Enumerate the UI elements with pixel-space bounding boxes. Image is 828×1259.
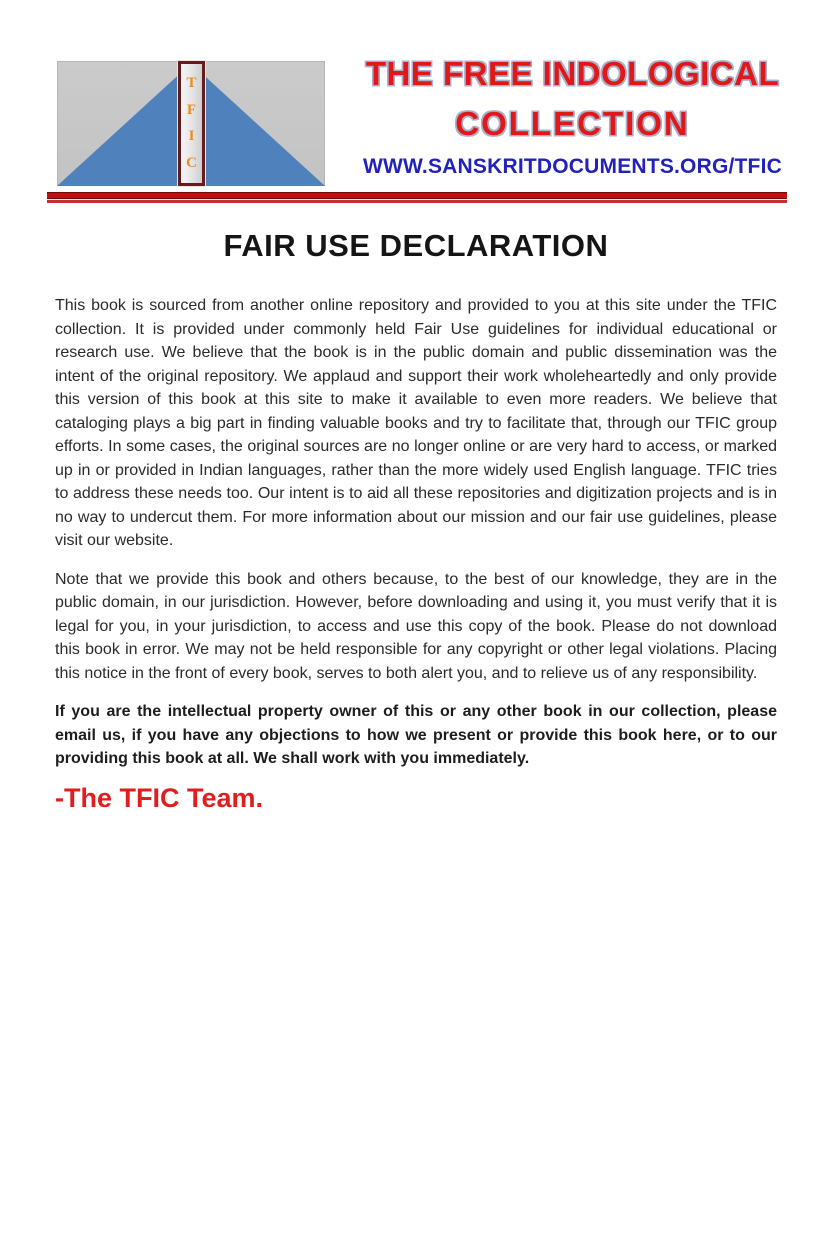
collection-title-line1: THE FREE INDOLOGICAL: [365, 55, 780, 92]
page-title: FAIR USE DECLARATION: [223, 228, 609, 263]
logo-letter-i: I: [188, 128, 195, 145]
logo-letter-f: F: [186, 101, 197, 118]
logo-letter-t: T: [186, 74, 197, 91]
tfic-logo: [57, 61, 325, 186]
declaration-body: [55, 294, 777, 813]
paragraph-sourcing: This book is sourced from another online repository and provided to you at this site under the TFIC collection. It is provided under commonly held Fair Use guidelines for individual educational or research use. We believe that the book is in the public domain and public dissemination was the intent of the original repository. We applaud and support their work wholeheartedly and only provide this version of this book at this site to make it available to even more readers. We believe that cataloging plays a big part in finding valuable books and try to facilitate that, through our TFIC group efforts. In some cases, the original sources are no longer online or are very hard to access, or marked up in or provided in Indian languages, rather than the more widely used English language. TFIC tries to address these needs too. Our intent is to aid all these repositories and digitization projects and is in no way to undercut them. For more information about our mission and our fair use guidelines, please visit our website.: [55, 297, 777, 549]
logo-letter-c: C: [186, 155, 197, 172]
website-url: WWW.SANSKRITDOCUMENTS.ORG/TFIC: [363, 155, 782, 178]
collection-title-line2: COLLECTION: [455, 105, 690, 142]
signature-tfic-team: -The TFIC Team.: [55, 782, 264, 813]
paragraph-legal: Note that we provide this book and others because, to the best of our knowledge, they are in the public domain, in our jurisdiction. However, before downloading and using it, you must verify that it is legal for you, in your jurisdiction, to access and use this copy of the book. Please do not download this book in error. We may not be held responsible for any copyright or other legal violations. Placing this notice in the front of every book, serves to both alert you, and to relieve us of any responsibility.: [55, 570, 777, 682]
red-divider-rule: [47, 192, 787, 203]
red-divider-thin-line: [47, 200, 787, 203]
logo-pillar: [178, 61, 205, 186]
masthead: [355, 54, 790, 179]
red-divider-thick-line: [47, 192, 787, 199]
paragraph-ip-owner-notice: If you are the intellectual property owner of this or any other book in our collection, please email us, if you have any objections to how we present or provide this book here, or to our providing this book at all. We shall work with you immediately.: [55, 703, 777, 767]
